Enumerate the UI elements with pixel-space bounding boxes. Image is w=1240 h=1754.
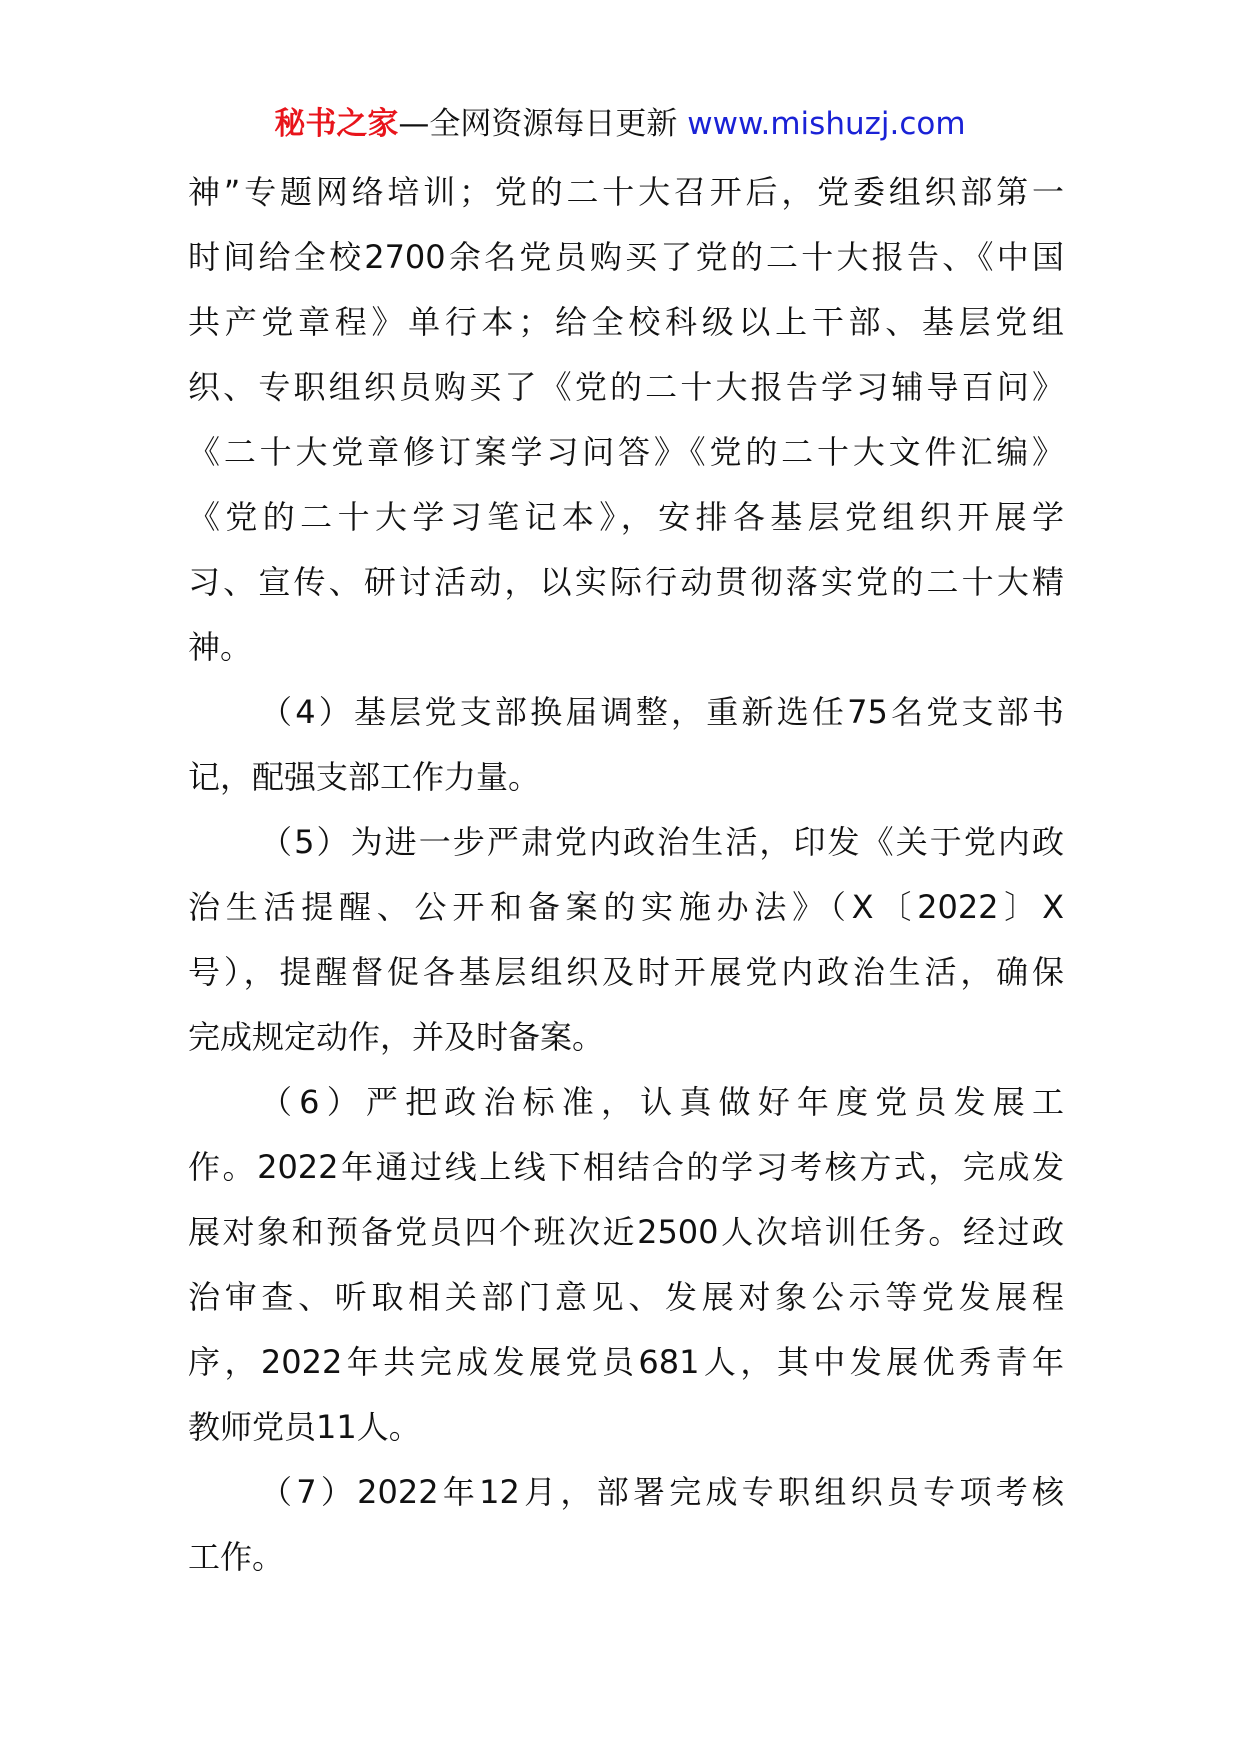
- paragraph-start-line: （6）严把政治标准，认真做好年度党员发展工: [260, 1083, 1064, 1121]
- text-line: 展对象和预备党员四个班次近2500人次培训任务。经过政: [188, 1213, 1064, 1251]
- text-line: 织、专职组织员购买了《党的二十大报告学习辅导百问》: [188, 368, 1064, 406]
- text-line: 作。2022年通过线上线下相结合的学习考核方式，完成发: [188, 1148, 1064, 1186]
- text-line: 教师党员11人。: [188, 1408, 421, 1446]
- site-brand: 秘书之家: [274, 106, 399, 142]
- text-line: 工作。: [188, 1538, 285, 1576]
- text-line: 治审查、听取相关部门意见、发展对象公示等党发展程: [188, 1278, 1064, 1316]
- text-line: 序，2022年共完成发展党员681人，其中发展优秀青年: [188, 1343, 1064, 1381]
- text-line: 治生活提醒、公开和备案的实施办法》（X〔2022〕X: [188, 888, 1064, 926]
- text-line: 完成规定动作，并及时备案。: [188, 1018, 605, 1056]
- text-line: 习、宣传、研讨活动，以实际行动贯彻落实党的二十大精: [188, 563, 1064, 601]
- text-line: 《党的二十大学习笔记本》，安排各基层党组织开展学: [188, 498, 1064, 536]
- paragraph-start-line: （5）为进一步严肃党内政治生活，印发《关于党内政: [260, 823, 1064, 861]
- text-line: 共产党章程》单行本；给全校科级以上干部、基层党组: [188, 303, 1064, 341]
- document-body: [188, 160, 1064, 1590]
- text-line: 号），提醒督促各基层组织及时开展党内政治生活，确保: [188, 953, 1064, 991]
- site-header: [0, 100, 1240, 148]
- text-line: 神”专题网络培训；党的二十大召开后，党委组织部第一: [188, 173, 1064, 211]
- text-line: 记，配强支部工作力量。: [188, 758, 541, 796]
- text-line: 时间给全校2700余名党员购买了党的二十大报告、《中国: [188, 238, 1064, 276]
- paragraph-start-line: （4）基层党支部换届调整，重新选任75名党支部书: [260, 693, 1064, 731]
- text-line: 《二十大党章修订案学习问答》《党的二十大文件汇编》: [188, 433, 1064, 471]
- text-line: 神。: [188, 628, 253, 666]
- site-url-link[interactable]: www.mishuzj.com: [687, 106, 966, 142]
- paragraph-start-line: （7）2022年12月，部署完成专职组织员专项考核: [260, 1473, 1064, 1511]
- site-tagline: —全网资源每日更新: [398, 106, 678, 142]
